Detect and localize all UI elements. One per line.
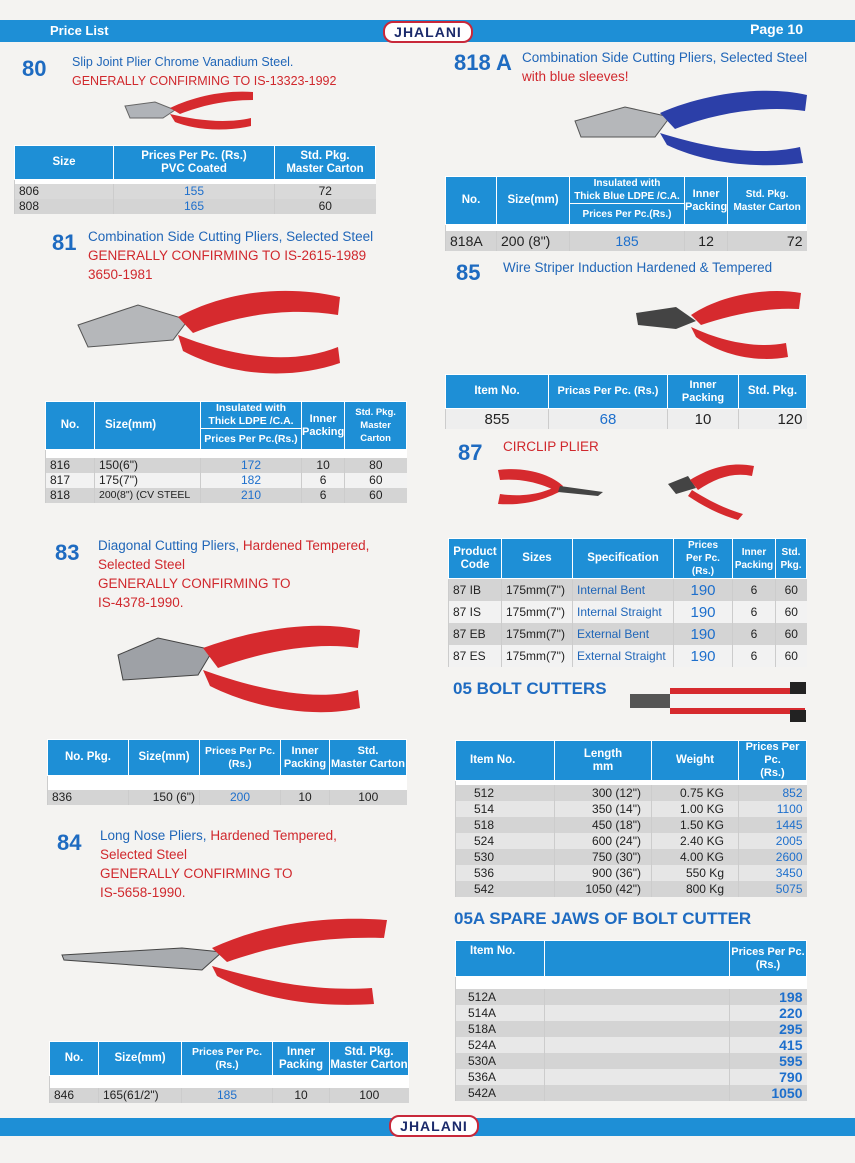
cell: 5075 (739, 881, 807, 897)
cell: 1050 (42") (555, 881, 652, 897)
cell: Internal Straight (573, 601, 674, 623)
cell: 800 Kg (652, 881, 739, 897)
table-row (46, 458, 407, 473)
combination-plier-image (78, 285, 343, 375)
cell: 190 (674, 601, 733, 623)
col-header: Size(mm) (497, 177, 570, 225)
cell: 450 (18") (555, 817, 652, 833)
brand-logo-top: JHALANI (383, 21, 473, 43)
col-header: Prices Per Pc. (Rs.) (739, 741, 807, 781)
cell: 542 (456, 881, 555, 897)
col-header: No. (50, 1042, 99, 1076)
col-header: Length mm (555, 741, 652, 781)
slip-joint-plier-image (125, 88, 255, 138)
item-85-description (503, 258, 772, 277)
cell (545, 1005, 730, 1021)
cell: 87 IS (449, 601, 502, 623)
col-header: Specification (573, 539, 674, 579)
col-header: Item No. (456, 941, 545, 977)
cell: 200(8") (CV STEEL (95, 488, 201, 503)
cell (545, 1021, 730, 1037)
cell: 542A (456, 1085, 545, 1101)
cell: 100 (330, 790, 407, 805)
table-row (449, 623, 807, 645)
cell: 6 (733, 579, 776, 602)
bolt-cutters-table (455, 740, 807, 897)
col-header: Std. Pkg. Master Carton (275, 146, 376, 180)
col-header: Prices Per Pc. (Rs.) (200, 740, 281, 776)
col-header: Inner Packing (685, 177, 728, 225)
item-84-line1-red: Hardened Tempered, (210, 828, 337, 843)
col-header: Prices Per Pc. (Rs.) (674, 539, 733, 579)
cell: 150 (6") (129, 790, 200, 805)
item-818a-line2: with blue sleeves! (522, 69, 629, 84)
item-818a-number: 818 A (454, 50, 512, 75)
cell: 836 (48, 790, 129, 805)
col-header: Insulated with Thick Blue LDPE /C.A. (570, 177, 685, 204)
cell: 87 ES (449, 645, 502, 667)
col-header: Insulated with Thick LDPE /C.A. (201, 402, 302, 429)
cell: 536A (456, 1069, 545, 1085)
item-80-line2: GENERALLY CONFIRMING TO IS-13323-1992 (72, 74, 337, 88)
cell: 12 (685, 231, 728, 251)
col-header: Size (15, 146, 114, 180)
cell: 6 (733, 623, 776, 645)
cell (545, 1053, 730, 1069)
item-83-description (98, 536, 369, 612)
cell: 595 (730, 1053, 807, 1069)
wire-striper-image (636, 285, 806, 360)
col-header: Prices Per Pc.(Rs.) (201, 429, 302, 450)
cell: External Bent (573, 623, 674, 645)
cell: 87 EB (449, 623, 502, 645)
cell: 818 (46, 488, 95, 503)
cell: 1.50 KG (652, 817, 739, 833)
item-83-line1-red: Hardened Tempered, (242, 538, 370, 553)
item-80-description (72, 53, 336, 91)
cell: 3450 (739, 865, 807, 881)
cell: 512 (456, 785, 555, 801)
cell: 1100 (739, 801, 807, 817)
cell: 900 (36") (555, 865, 652, 881)
col-header: Std. Pkg. (776, 539, 807, 579)
item-83-number: 83 (55, 540, 80, 565)
cell: 175mm(7") (502, 645, 573, 667)
cell: 80 (345, 458, 407, 473)
col-header: Inner Packing (281, 740, 330, 776)
cell: 2.40 KG (652, 833, 739, 849)
cell: 518A (456, 1021, 545, 1037)
bolt-cutter-image (630, 678, 808, 726)
cell: 2600 (739, 849, 807, 865)
col-header: Prices Per Pc. (Rs.) (182, 1042, 273, 1076)
cell: 175mm(7") (502, 579, 573, 602)
cell: 817 (46, 473, 95, 488)
cell: 300 (12") (555, 785, 652, 801)
item-83-line3: GENERALLY CONFIRMING TO (98, 576, 291, 591)
cell: 100 (330, 1088, 409, 1103)
item-81-table (45, 401, 407, 503)
cell: 750 (30") (555, 849, 652, 865)
table-row (48, 790, 407, 805)
cell: 295 (730, 1021, 807, 1037)
item-84-line1: Long Nose Pliers, (100, 828, 211, 843)
circlip-plier-external-image (668, 462, 758, 520)
cell: 165(61/2") (99, 1088, 182, 1103)
item-818a-table (445, 176, 807, 251)
col-header: Item No. (446, 375, 549, 409)
item-81-description (88, 227, 373, 284)
table-row (46, 473, 407, 488)
cell: 72 (275, 184, 376, 199)
table-row (456, 881, 807, 897)
item-81-line3: 3650-1981 (88, 267, 153, 282)
cell: 60 (776, 601, 807, 623)
bolt-cutters-title: 05 BOLT CUTTERS (453, 679, 607, 698)
table-row (46, 488, 407, 503)
col-header: Sizes (502, 539, 573, 579)
long-nose-plier-image (62, 910, 392, 1005)
cell: 185 (182, 1088, 273, 1103)
cell: 6 (733, 601, 776, 623)
col-header: Size(mm) (99, 1042, 182, 1076)
col-header: Std. Pkg. Master Carton (345, 402, 407, 450)
cell: 1.00 KG (652, 801, 739, 817)
cell: 185 (570, 231, 685, 251)
spare-jaws-table (455, 940, 807, 1101)
cell: 220 (730, 1005, 807, 1021)
item-818a-line1: Combination Side Cutting Pliers, Selected Steel (522, 50, 808, 65)
cell: External Straight (573, 645, 674, 667)
cell: 198 (730, 989, 807, 1005)
table-row (449, 579, 807, 602)
col-header: Weight (652, 741, 739, 781)
table-row (456, 865, 807, 881)
cell: 600 (24") (555, 833, 652, 849)
cell: Internal Bent (573, 579, 674, 602)
cell: 530 (456, 849, 555, 865)
cell: 60 (275, 199, 376, 214)
col-header: Std. Master Carton (330, 740, 407, 776)
table-row (15, 184, 376, 199)
cell: 175(7") (95, 473, 201, 488)
col-header: Prices Per Pc. (Rs.) (730, 941, 807, 977)
item-818a-description (522, 48, 807, 86)
cell: 6 (302, 473, 345, 488)
cell: 1050 (730, 1085, 807, 1101)
item-80-line1: Slip Joint Plier Chrome Vanadium Steel. (72, 55, 294, 69)
col-header: Std. Pkg. (739, 375, 807, 409)
cell: 68 (549, 409, 668, 430)
table-row (456, 849, 807, 865)
cell: 846 (50, 1088, 99, 1103)
cell: 790 (730, 1069, 807, 1085)
cell: 6 (733, 645, 776, 667)
item-83-line1: Diagonal Cutting Pliers, (98, 538, 243, 553)
cell: 10 (302, 458, 345, 473)
table-row (15, 199, 376, 214)
cell: 175mm(7") (502, 601, 573, 623)
item-83-line2: Selected Steel (98, 557, 186, 572)
table-row (446, 231, 807, 251)
cell: 4.00 KG (652, 849, 739, 865)
cell: 512A (456, 989, 545, 1005)
item-85-table (445, 374, 807, 429)
cell: 524 (456, 833, 555, 849)
cell: 210 (201, 488, 302, 503)
cell: 514A (456, 1005, 545, 1021)
col-header: Inner Packing (302, 402, 345, 450)
col-header: Pricas Per Pc. (Rs.) (549, 375, 668, 409)
col-header: Std. Pkg. Master Carton (728, 177, 807, 225)
item-84-description (100, 826, 337, 902)
cell: 72 (728, 231, 807, 251)
cell: 60 (776, 623, 807, 645)
table-row (449, 601, 807, 623)
cell: 10 (273, 1088, 330, 1103)
cell: 6 (302, 488, 345, 503)
table-row (456, 817, 807, 833)
cell: 806 (15, 184, 114, 199)
cell: 518 (456, 817, 555, 833)
cell: 190 (674, 623, 733, 645)
cell: 10 (668, 409, 739, 430)
cell: 200 (8") (497, 231, 570, 251)
item-80-number: 80 (22, 56, 47, 81)
cell: 182 (201, 473, 302, 488)
cell: 852 (739, 785, 807, 801)
price-list-label: Price List (50, 23, 109, 38)
item-85-line1: Wire Striper Induction Hardened & Tempered (503, 260, 773, 275)
cell: 818A (446, 231, 497, 251)
cell: 2005 (739, 833, 807, 849)
cell: 172 (201, 458, 302, 473)
item-81-line2: GENERALLY CONFIRMING TO IS-2615-1989 (88, 248, 367, 263)
table-row (456, 785, 807, 801)
cell: 0.75 KG (652, 785, 739, 801)
cell: 60 (776, 579, 807, 602)
circlip-plier-internal-image (498, 462, 608, 517)
item-84-line4: IS-5658-1990. (100, 885, 186, 900)
table-row (456, 1037, 807, 1053)
cell: 415 (730, 1037, 807, 1053)
table-row (449, 645, 807, 667)
cell: 175mm(7") (502, 623, 573, 645)
cell: 190 (674, 645, 733, 667)
cell: 350 (14") (555, 801, 652, 817)
table-row (456, 1085, 807, 1101)
cell: 120 (739, 409, 807, 430)
cell: 10 (281, 790, 330, 805)
cell: 530A (456, 1053, 545, 1069)
col-header: No. (46, 402, 95, 450)
col-header: Item No. (456, 741, 555, 781)
table-row (456, 1053, 807, 1069)
item-84-number: 84 (57, 830, 82, 855)
col-header: Prices Per Pc. (Rs.) PVC Coated (114, 146, 275, 180)
table-row (456, 801, 807, 817)
blue-sleeve-plier-image (575, 85, 810, 165)
col-header (545, 941, 730, 977)
item-83-table (47, 739, 407, 805)
spare-jaws-title: 05A SPARE JAWS OF BOLT CUTTER (454, 909, 752, 928)
cell: 550 Kg (652, 865, 739, 881)
cell: 165 (114, 199, 275, 214)
item-83-line4: IS-4378-1990. (98, 595, 184, 610)
item-80-table (14, 145, 376, 214)
cell: 536 (456, 865, 555, 881)
table-row (456, 1021, 807, 1037)
item-87-table (448, 538, 807, 667)
cell: 60 (776, 645, 807, 667)
cell: 514 (456, 801, 555, 817)
table-row (50, 1088, 409, 1103)
table-row (456, 1005, 807, 1021)
cell: 1445 (739, 817, 807, 833)
cell: 155 (114, 184, 275, 199)
cell (545, 1037, 730, 1053)
cell: 190 (674, 579, 733, 602)
col-header: Inner Packing (668, 375, 739, 409)
col-header: Size(mm) (95, 402, 201, 450)
diagonal-cutting-plier-image (118, 620, 363, 715)
col-header: Std. Pkg. Master Carton (330, 1042, 409, 1076)
item-87-number: 87 (458, 440, 483, 465)
item-84-line2: Selected Steel (100, 847, 188, 862)
cell: 87 IB (449, 579, 502, 602)
col-header: No. Pkg. (48, 740, 129, 776)
item-84-table (49, 1041, 409, 1103)
item-84-line3: GENERALLY CONFIRMING TO (100, 866, 293, 881)
cell: 60 (345, 473, 407, 488)
cell (545, 989, 730, 1005)
cell: 808 (15, 199, 114, 214)
col-header: No. (446, 177, 497, 225)
col-header: Prices Per Pc.(Rs.) (570, 204, 685, 225)
table-row (446, 409, 807, 430)
item-85-number: 85 (456, 260, 481, 285)
col-header: Inner Packing (273, 1042, 330, 1076)
brand-logo-bottom: JHALANI (389, 1115, 479, 1137)
cell (545, 1069, 730, 1085)
cell: 200 (200, 790, 281, 805)
page-number: Page 10 (750, 21, 803, 37)
cell: 855 (446, 409, 549, 430)
cell: 524A (456, 1037, 545, 1053)
table-row (456, 989, 807, 1005)
item-81-line1: Combination Side Cutting Pliers, Selected Steel (88, 229, 374, 244)
cell: 150(6") (95, 458, 201, 473)
table-row (456, 1069, 807, 1085)
col-header: Size(mm) (129, 740, 200, 776)
cell: 60 (345, 488, 407, 503)
item-81-number: 81 (52, 230, 77, 255)
cell: 816 (46, 458, 95, 473)
col-header: Inner Packing (733, 539, 776, 579)
table-row (456, 833, 807, 849)
col-header: Product Code (449, 539, 502, 579)
cell (545, 1085, 730, 1101)
item-87-title: CIRCLIP PLIER (503, 439, 599, 454)
